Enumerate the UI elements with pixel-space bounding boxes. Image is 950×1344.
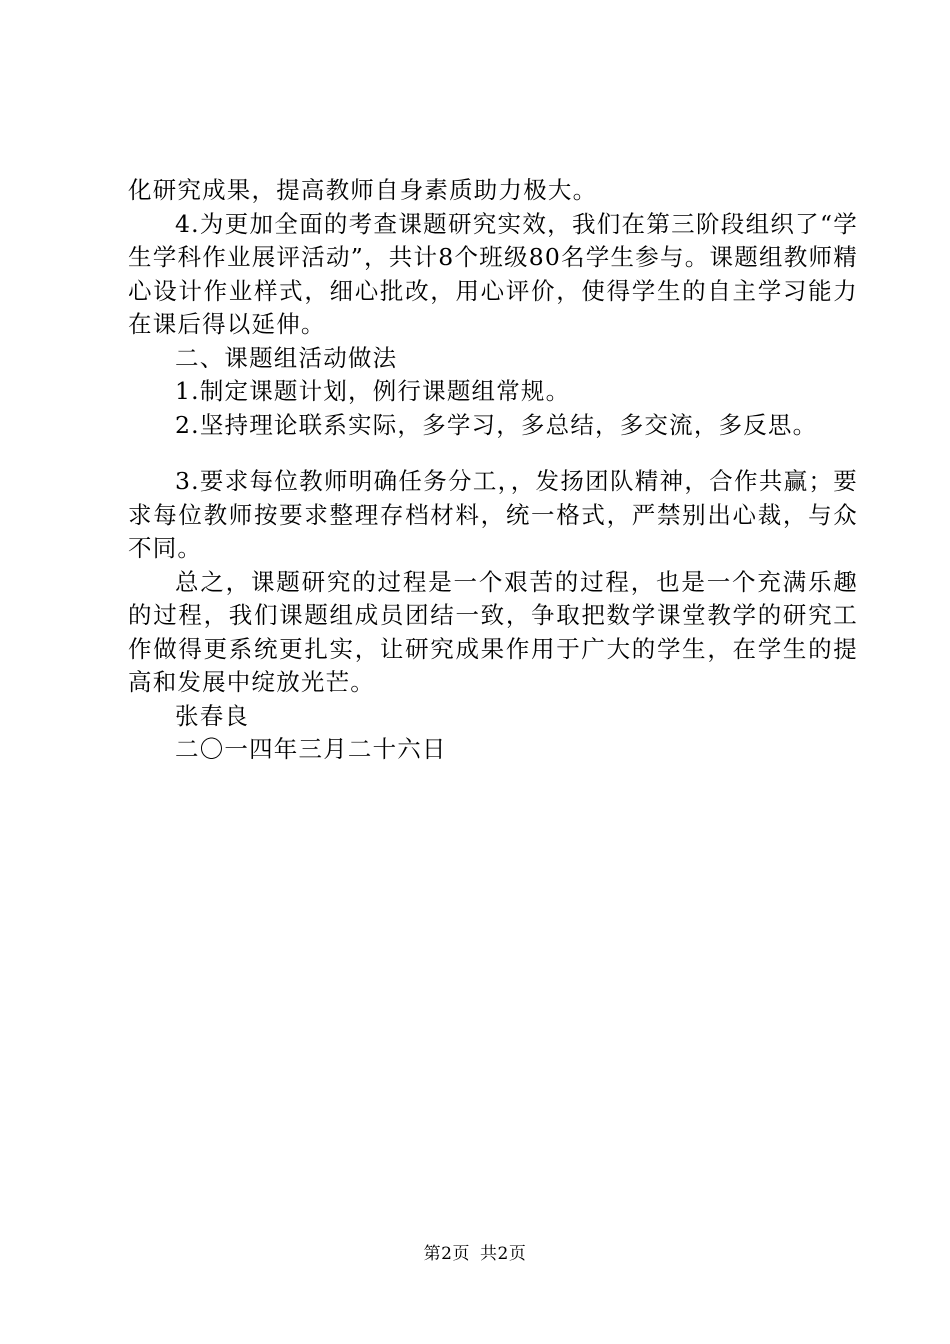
document-date: 二〇一四年三月二十六日	[175, 735, 447, 763]
page-number-total: 共2页	[480, 1244, 527, 1264]
paragraph-3: 1.制定课题计划，例行课题组常规。	[175, 377, 571, 405]
paragraph-5: 3.要求每位教师明确任务分工，，发扬团队精神，合作共赢；要求每位教师按要求整理存档材料，统一格式，严禁别出心裁，与众不同。	[128, 467, 858, 562]
page-footer	[0, 1243, 950, 1265]
document-body	[128, 174, 858, 767]
paragraph-2: 4.为更加全面的考查课题研究实效，我们在第三阶段组织了“学生学科作业展评活动”，共计8个班级80名学生参与。课题组教师精心设计作业样式，细心批改，用心评价，使得学生的自主学习能力在课后得以延伸。	[128, 209, 858, 338]
section-heading: 二、课题组活动做法	[175, 343, 398, 372]
paragraph-1: 化研究成果，提高教师自身素质助力极大。	[128, 176, 598, 204]
author-name: 张春良	[175, 701, 250, 730]
page-number-current: 第2页	[423, 1244, 470, 1264]
paragraph-6: 总之，课题研究的过程是一个艰苦的过程，也是一个充满乐趣的过程，我们课题组成员团结一致，争取把数学课堂教学的研究工作做得更系统更扎实，让研究成果作用于广大的学生，在学生的提高和发展中绽放光芒。	[128, 567, 858, 696]
paragraph-4: 2.坚持理论联系实际，多学习，多总结，多交流，多反思。	[175, 410, 818, 439]
